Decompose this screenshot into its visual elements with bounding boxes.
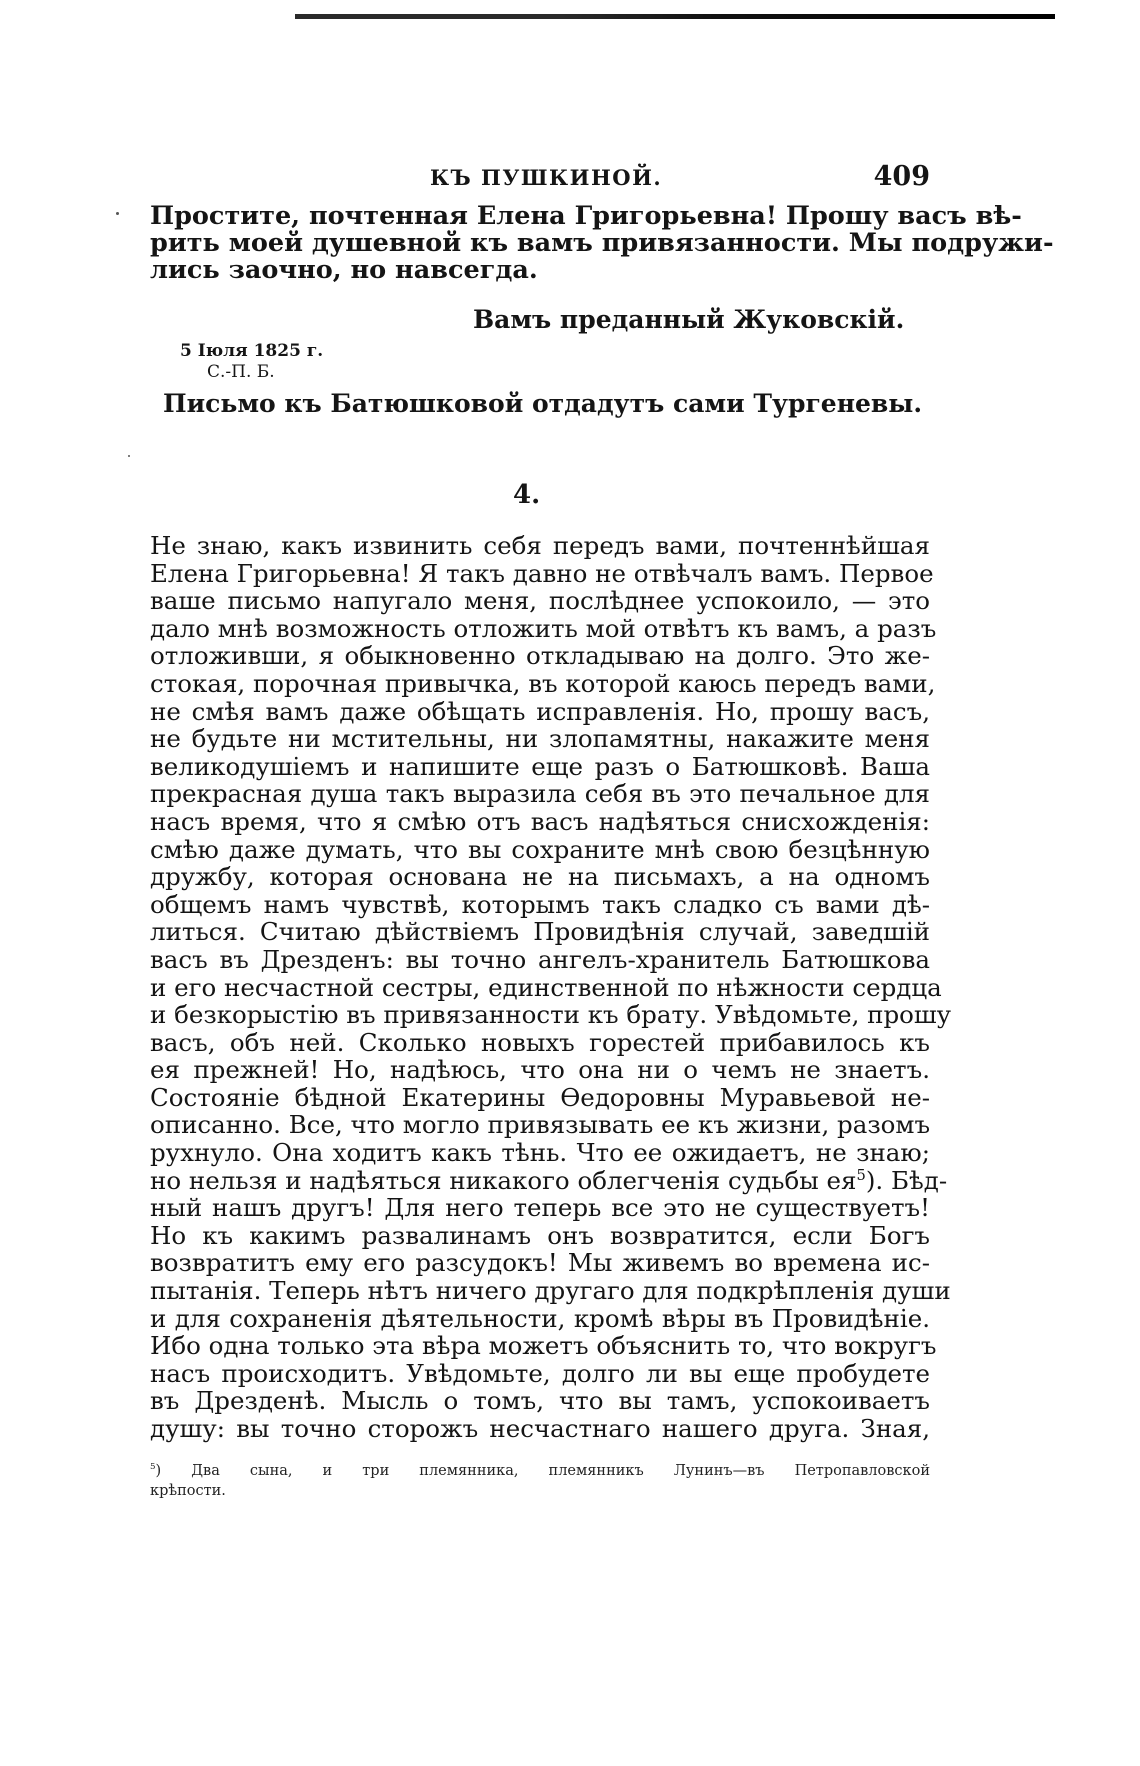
text-line: и его несчастной сестры, единственной по нѣжности сердца — [150, 972, 942, 1002]
text-line: отложивши, я обыкновенно откладываю на долго. Это же- — [150, 641, 930, 671]
text-line: дружбу, которая основана не на письмахъ, а на одномъ — [150, 862, 930, 892]
text-line: васъ, объ ней. Сколько новыхъ горестей прибавилось къ — [150, 1027, 930, 1057]
closing-paragraph — [150, 201, 1054, 285]
text-line: смѣю даже думать, что вы сохраните мнѣ свою безцѣнную — [150, 834, 930, 864]
text-line: Ибо одна только эта вѣра можетъ объяснить то, что вокругъ — [150, 1331, 937, 1361]
text-line: насъ время, что я смѣю отъ васъ надѣяться снисхожденія: — [150, 806, 930, 836]
text-line: и для сохраненія дѣятельности, кромѣ вѣры въ Провидѣніе. — [150, 1303, 930, 1333]
text-line: въ Дрезденѣ. Мысль о томъ, что вы тамъ, успокоиваетъ — [150, 1386, 930, 1416]
text-line: Состояніе бѣдной Екатерины Ѳедоровны Муравьевой не- — [150, 1082, 930, 1112]
postscript: Письмо къ Батюшковой отдадутъ сами Тургеневы. — [163, 389, 923, 418]
signature: Вамъ преданный Жуковскій. — [473, 305, 905, 334]
footnote-text: ) Два сына, и три племянника, племянникъ Лунинъ—въ Петропавловской — [155, 1463, 930, 1479]
text-line: ваше письмо напугало меня, послѣднее успокоило, — это — [150, 586, 930, 616]
text-line: не смѣя вамъ даже обѣщать исправленія. Но, прошу васъ, — [150, 696, 930, 726]
running-title: КЪ ПУШКИНОЙ. — [430, 165, 663, 190]
text-line: ный нашъ другъ! Для него теперь все это не существуетъ! — [150, 1193, 930, 1223]
text-line: прекрасная душа такъ выразила себя въ это печальное для — [150, 779, 930, 809]
text-line: литься. Считаю дѣйствіемъ Провидѣнія случай, заведшій — [150, 917, 930, 947]
footnote-reference: 5 — [856, 1166, 866, 1184]
page-number: 409 — [873, 161, 930, 192]
top-rule — [295, 14, 1055, 19]
text-line: Но къ какимъ развалинамъ онъ возвратится, если Богъ — [150, 1220, 930, 1250]
paper-speck — [128, 455, 130, 457]
footnote-line: крѣпости. — [150, 1483, 226, 1499]
footnote-marker: 5 — [150, 1462, 156, 1473]
page-header — [150, 160, 930, 196]
text-line: великодушіемъ и напишите еще разъ о Батюшковѣ. Ваша — [150, 751, 930, 781]
text-line: стокая, порочная привычка, въ которой каюсь передъ вами, — [150, 668, 936, 698]
text-line-start: но нельзя и надѣяться никакого облегченія судьбы ея — [150, 1165, 857, 1195]
text-line: возвратитъ ему его разсудокъ! Мы живемъ во времена ис- — [150, 1248, 930, 1278]
letter-place: С.-П. Б. — [207, 362, 275, 382]
text-line: не будьте ни мстительны, ни злопамятны, накажите меня — [150, 724, 930, 754]
text-line: васъ въ Дрезденъ: вы точно ангелъ-хранитель Батюшкова — [150, 944, 930, 974]
text-line: Не знаю, какъ извинить себя передъ вами, почтеннѣйшая — [150, 531, 930, 560]
text-line: Елена Григорьевна! Я такъ давно не отвѣчалъ вамъ. Первое — [150, 558, 934, 588]
letter-date: 5 Іюля 1825 г. — [180, 341, 324, 361]
text-line: ея прежней! Но, надѣюсь, что она ни о чемъ не знаетъ. — [150, 1055, 930, 1085]
text-line-end: ). Бѣд- — [865, 1165, 948, 1195]
text-line-with-footnote — [150, 1165, 948, 1195]
letter-number: 4. — [513, 480, 541, 510]
text-line: лись заочно, но навсегда. — [150, 255, 538, 285]
text-line: Простите, почтенная Елена Григорьевна! Прошу васъ вѣ- — [150, 201, 1022, 231]
letter-body — [150, 531, 952, 1443]
text-line: душу: вы точно сторожъ несчастнаго нашего друга. Зная, — [150, 1414, 930, 1443]
text-line: насъ происходитъ. Увѣдомьте, долго ли вы еще пробудете — [150, 1358, 930, 1388]
text-line: рить моей душевной къ вамъ привязанности. Мы подружи- — [150, 228, 1054, 258]
text-line: пытанія. Теперь нѣтъ ничего другаго для подкрѣпленія души — [150, 1276, 951, 1306]
text-line: описанно. Все, что могло привязывать ее къ жизни, разомъ — [150, 1110, 931, 1140]
text-line: рухнуло. Она ходитъ какъ тѣнь. Что ее ожидаетъ, не знаю; — [150, 1138, 930, 1168]
footnote — [150, 1461, 930, 1501]
footnote-line — [150, 1461, 930, 1481]
text-line: и безкорыстію въ привязанности къ брату. Увѣдомьте, прошу — [150, 1000, 952, 1030]
text-line: дало мнѣ возможность отложить мой отвѣтъ къ вамъ, а разъ — [150, 613, 937, 643]
text-line: общемъ намъ чувствѣ, которымъ такъ сладко съ вами дѣ- — [150, 889, 930, 919]
paper-speck — [116, 212, 119, 215]
